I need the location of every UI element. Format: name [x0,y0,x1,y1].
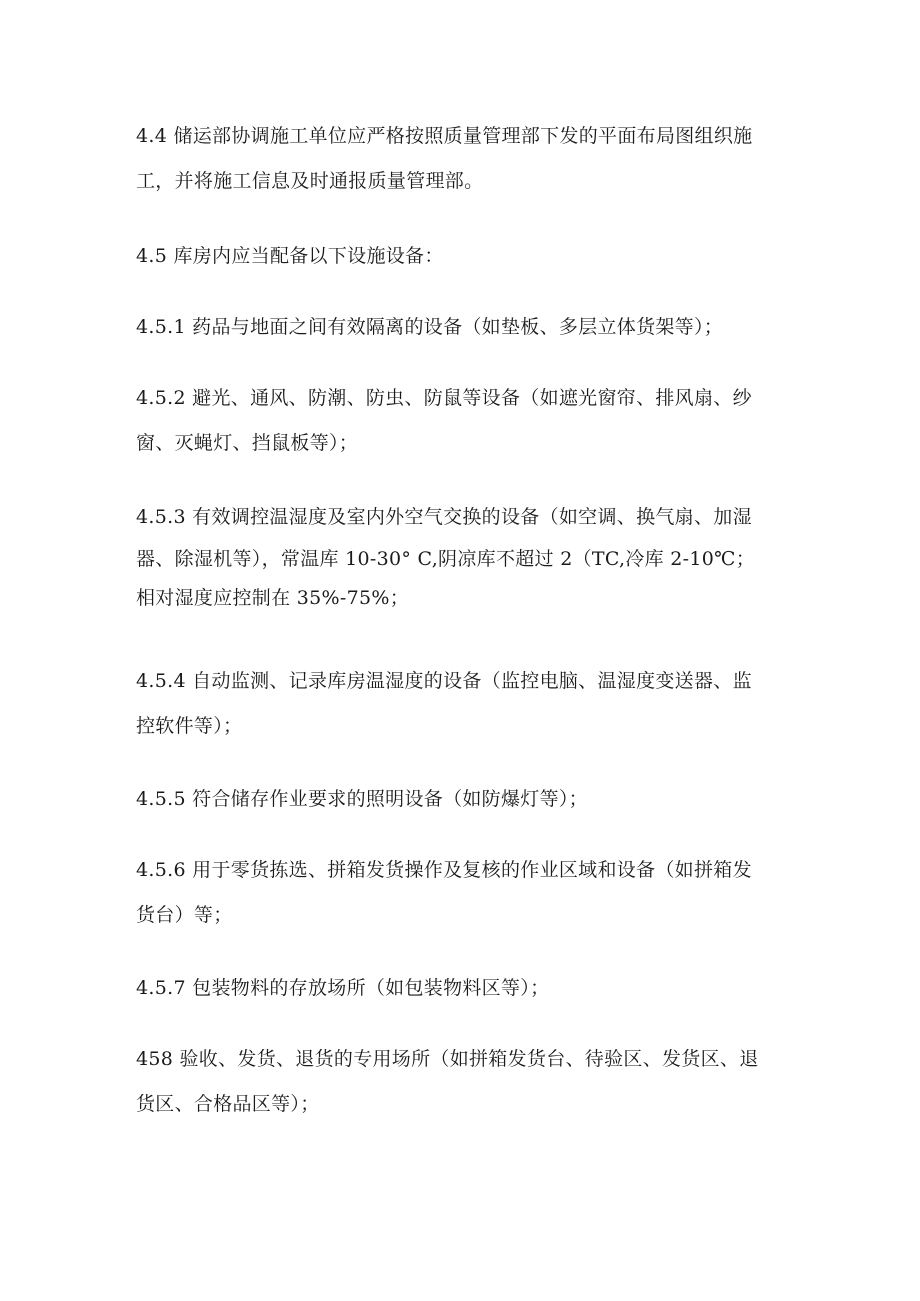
paragraph-line: 窗、灭蝇灯、挡鼠板等）； [136,432,359,454]
paragraph-line: 458 验收、发货、退货的专用场所（如拼箱发货台、待验区、发货区、退 [136,1048,759,1070]
paragraph-4-5-7 [136,966,796,1011]
paragraph-line: 控软件等）； [136,715,243,737]
paragraph-line: 4.5.3 有效调控温湿度及室内外空气交换的设备（如空调、换气扇、加湿 [136,506,752,528]
paragraph-line: 4.5.7 包装物料的存放场所（如包装物料区等）； [136,977,550,999]
paragraph-4-5-2 [136,376,796,466]
paragraph-line: 器、除湿机等），常温库 10-30° C,阴凉库不超过 2（TC,冷库 2-10℃； [136,548,756,570]
paragraph-4-5-6 [136,848,796,938]
paragraph-line: 4.4 储运部协调施工单位应严格按照质量管理部下发的平面布局图组织施 [136,125,753,147]
paragraph-line: 4.5.6 用于零货拣选、拼箱发货操作及复核的作业区域和设备（如拼箱发 [136,859,752,881]
paragraph-line: 相对湿度应控制在 35%-75%； [136,587,410,609]
paragraph-4-5-4 [136,659,796,749]
paragraph-line: 4.5 库房内应当配备以下设施设备： [136,245,444,267]
paragraph-4-4 [136,114,796,204]
paragraph-line: 4.5.5 符合储存作业要求的照明设备（如防爆灯等）； [136,788,588,810]
paragraph-line: 4.5.1 药品与地面之间有效隔离的设备（如垫板、多层立体货架等）； [136,316,724,338]
paragraph-line: 货台）等； [136,904,233,926]
paragraph-line: 4.5.2 避光、通风、防潮、防虫、防鼠等设备（如遮光窗帘、排风扇、纱 [136,387,752,409]
paragraph-4-5-8 [136,1037,796,1127]
paragraph-4-5 [136,234,796,279]
paragraph-4-5-5 [136,777,796,822]
paragraph-4-5-1 [136,305,796,350]
paragraph-4-5-3 [136,495,796,618]
paragraph-line: 货区、合格品区等）； [136,1093,320,1115]
paragraph-line: 4.5.4 自动监测、记录库房温湿度的设备（监控电脑、温湿度变送器、监 [136,670,752,692]
paragraph-line: 工，并将施工信息及时通报质量管理部。 [136,170,484,192]
